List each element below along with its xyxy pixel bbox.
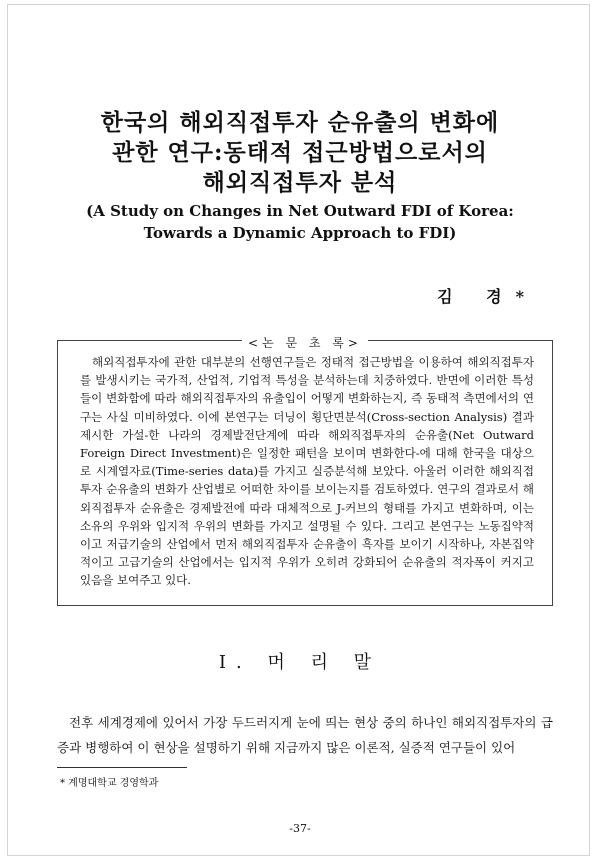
abstract-box — [57, 336, 553, 606]
title-line: Towards a Dynamic Approach to FDI) — [143, 224, 457, 242]
title-line: 한국의 해외직접투자 순유출의 변화에 — [100, 109, 500, 136]
footnote-divider — [57, 767, 187, 768]
author-name: 김 경* — [437, 287, 538, 306]
section-heading: I. 머 리 말 — [218, 652, 382, 673]
footnote: * 계명대학교 경영학과 — [60, 778, 159, 789]
title-line: 관한 연구:동태적 접근방법으로서의 — [112, 139, 488, 166]
title-line: (A Study on Changes in Net Outward FDI of Korea: — [86, 202, 514, 220]
body-paragraph: 전후 세계경제에 있어서 가장 두드러지게 눈에 띄는 현상 중의 하나인 해외직접투자의 급증과 병행하여 이 현상을 설명하기 위해 지금까지 많은 이론적, 실증적 연구들이 있어 — [57, 715, 553, 755]
title-line: 해외직접투자 분석 — [202, 169, 398, 196]
paper-title-english — [40, 200, 560, 244]
abstract-heading: <논 문 초 록> — [242, 336, 368, 350]
abstract-heading-wrap — [58, 332, 552, 351]
page-number: -37- — [289, 822, 311, 835]
abstract-text: 해외직접투자에 관한 대부분의 선행연구들은 정태적 접근방법을 이용하여 해외직접투자를 발생시키는 국가적, 산업적, 기업적 특성을 분석하는데 치중하였다. 반면에 이러한 특성들이 변화함에 따라 해외직접투자의 유출입이 어떻게 변화하는지, 즉 동태적 측면에서의 연구는 사실 미비하였다. 이에 본연구는 더닝이 횡단면분석(Cross-section Analysis) 결과 제시한 가설-한 나라의 경제발전단계에 따라 해외직접투자의 순유출(Net Outward Foreign Direct Investment)은 일정한 패턴을 보이며 변화한다-에 대해 한국을 대상으로 시계열자료(Time-series data)를 가지고 실증분석해 보았다. 아울러 이러한 해외직접투자 순유출의 변화가 산업별로 어떠한 차이를 보이는지를 검토하였다. 연구의 결과로서 해외직접투자 순유출은 경제발전에 따라 대체적으로 J-커브의 형태를 가지고 변화하며, 이는 소유의 우위와 입지적 우위의 변화를 가지고 설명될 수 있다. 그리고 본연구는 노동집약적이고 저급기술의 산업에서 먼저 해외직접투자 순유출이 흑자를 보이기 시작하나, 자본집약적이고 고급기술의 산업에서는 입지적 우위가 오히려 강화되어 순유출의 적자폭이 커지고 있음을 보여주고 있다. — [80, 355, 534, 588]
paper-title-korean — [40, 108, 560, 198]
